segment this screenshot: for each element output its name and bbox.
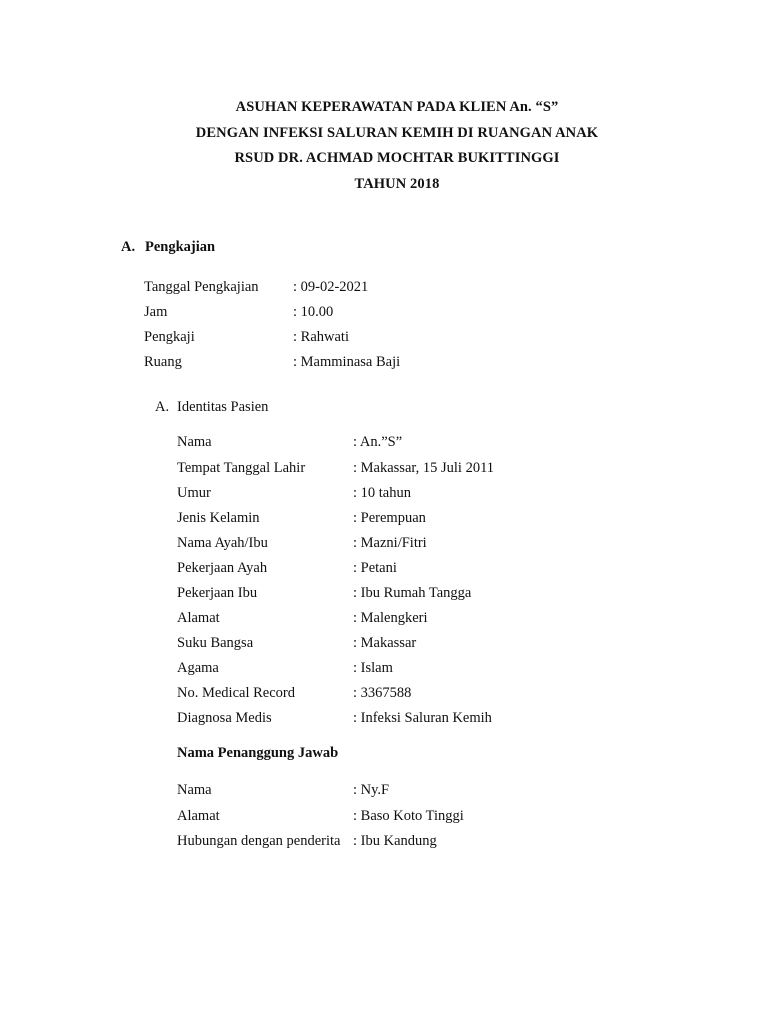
field-row (177, 780, 597, 800)
field-row (144, 302, 544, 322)
field-row (177, 708, 597, 728)
title-line-3: RSUD DR. ACHMAD MOCHTAR BUKITTINGGI (234, 150, 560, 167)
field-label: Tempat Tanggal Lahir (177, 460, 306, 476)
title-line-2: DENGAN INFEKSI SALURAN KEMIH DI RUANGAN ANAK (195, 124, 599, 141)
field-label: Nama Ayah/Ibu (177, 535, 268, 551)
title-line-4: TAHUN 2018 (354, 176, 440, 193)
field-label: Pengkaji (144, 329, 195, 345)
field-row (144, 352, 544, 372)
subsection-heading-identitas (155, 399, 268, 416)
field-row (144, 277, 544, 297)
field-row (144, 327, 544, 347)
field-value: : Makassar (353, 635, 417, 651)
field-label: Jam (144, 304, 168, 320)
field-value: : Ibu Rumah Tangga (353, 585, 472, 601)
field-value: : Petani (353, 560, 397, 576)
field-value: : Makassar, 15 Juli 2011 (353, 460, 495, 476)
field-row (177, 508, 597, 528)
field-label: Nama (177, 434, 212, 450)
field-label: Tanggal Pengkajian (144, 279, 259, 295)
field-label: Ruang (144, 354, 182, 370)
field-value: : Perempuan (353, 510, 426, 526)
field-value: : Ny.F (353, 782, 390, 798)
subsection-title: Identitas Pasien (177, 399, 269, 415)
field-label: No. Medical Record (177, 685, 295, 701)
section-title: Pengkajian (145, 239, 216, 255)
field-value: : Mazni/Fitri (353, 535, 427, 551)
document-title (0, 95, 768, 198)
field-row (177, 583, 597, 603)
title-line-1: ASUHAN KEPERAWATAN PADA KLIEN An. “S” (235, 99, 559, 115)
section-letter: A. (121, 239, 136, 255)
field-row (177, 558, 597, 578)
field-label: Hubungan dengan penderita (177, 833, 341, 849)
field-row (177, 806, 597, 826)
field-row (177, 658, 597, 678)
subsection-letter: A. (155, 399, 170, 415)
field-value: : Malengkeri (353, 610, 428, 626)
field-value: : Islam (353, 660, 393, 676)
field-value: : 10.00 (293, 304, 334, 320)
field-row (177, 483, 597, 503)
field-row (177, 831, 597, 851)
field-value: : An.”S” (353, 434, 403, 450)
field-label: Agama (177, 660, 219, 676)
field-label: Alamat (177, 610, 220, 626)
field-label: Diagnosa Medis (177, 710, 272, 726)
field-value: : 3367588 (353, 685, 412, 701)
field-row (177, 608, 597, 628)
field-value: : Mamminasa Baji (293, 354, 401, 370)
field-value: : Baso Koto Tinggi (353, 808, 464, 824)
field-label: Pekerjaan Ibu (177, 585, 258, 601)
field-label: Jenis Kelamin (177, 510, 260, 526)
field-value: : Infeksi Saluran Kemih (353, 710, 492, 726)
field-row (177, 633, 597, 653)
field-value: : Ibu Kandung (353, 833, 437, 849)
field-row (177, 432, 597, 452)
field-row (177, 683, 597, 703)
field-value: : 10 tahun (353, 485, 411, 501)
field-label: Nama (177, 782, 212, 798)
field-label: Suku Bangsa (177, 635, 254, 651)
responsible-party-heading: Nama Penanggung Jawab (177, 745, 339, 761)
field-label: Umur (177, 485, 211, 501)
field-row (177, 458, 597, 478)
field-label: Pekerjaan Ayah (177, 560, 268, 576)
field-value: : Rahwati (293, 329, 349, 345)
section-heading-pengkajian (121, 239, 215, 256)
field-value: : 09-02-2021 (293, 279, 369, 295)
field-row (177, 533, 597, 553)
field-label: Alamat (177, 808, 220, 824)
